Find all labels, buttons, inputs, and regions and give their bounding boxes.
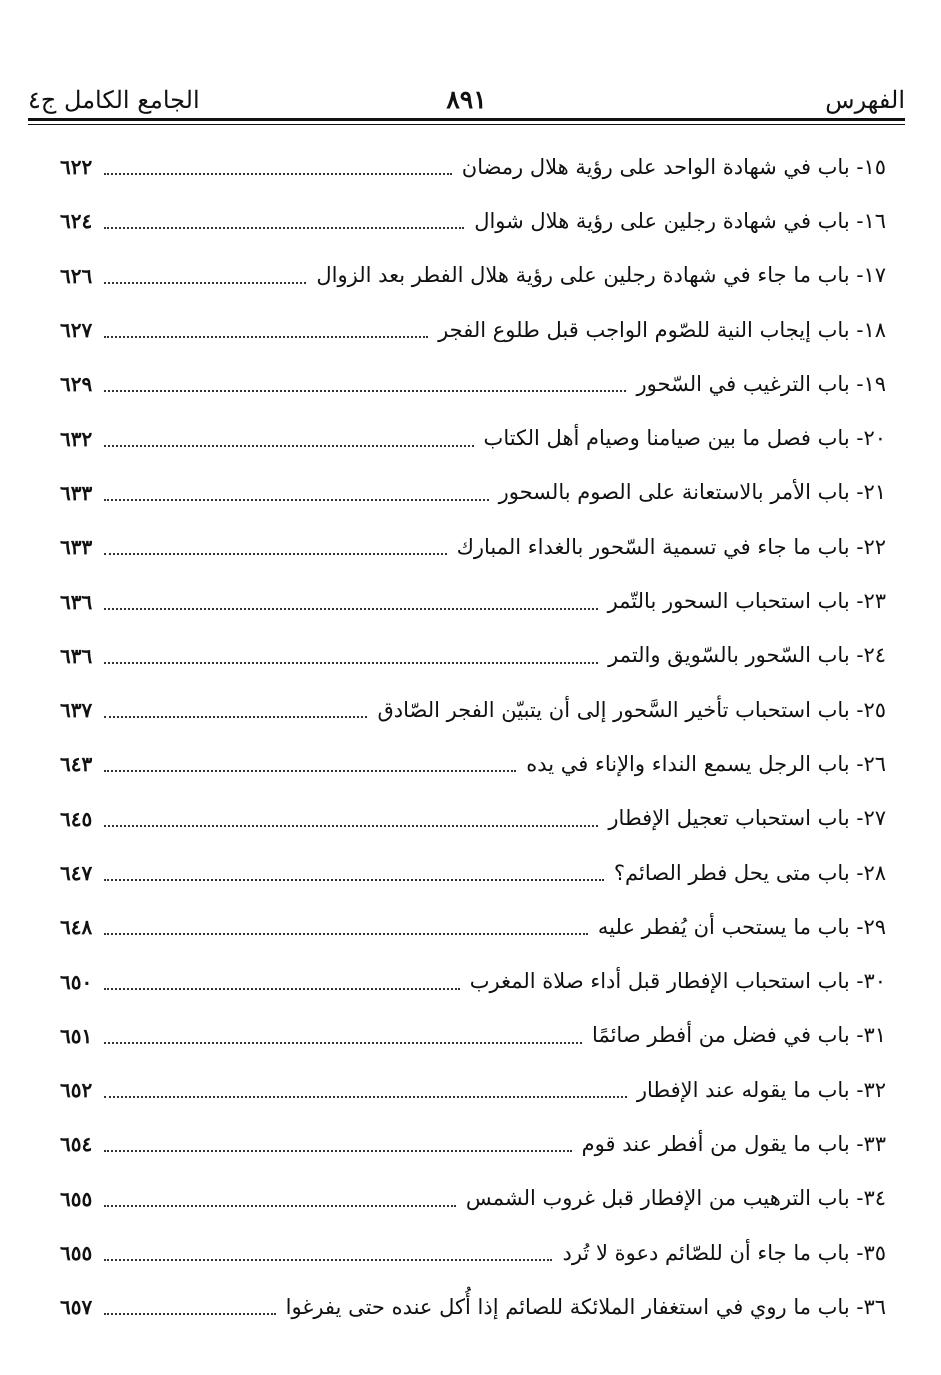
toc-entry-title: ٢٤- باب السّحور بالسّويق والتمر <box>608 643 886 668</box>
toc-entry-page-number: ٦٢٤ <box>60 209 93 234</box>
toc-entry-title: ٣٤- باب الترهيب من الإفطار قبل غروب الشمس <box>465 1186 886 1211</box>
toc-entry-page-number: ٦٥٤ <box>60 1132 93 1157</box>
dot-leader <box>104 608 598 610</box>
dot-leader <box>104 933 588 935</box>
toc-entry-title: ٣١- باب في فضل من أفطر صائمًا <box>592 1023 886 1048</box>
toc-entry <box>60 303 886 357</box>
dot-leader <box>104 227 464 229</box>
toc-entry <box>60 900 886 954</box>
toc-entry-page-number: ٦٤٨ <box>60 915 93 940</box>
dot-leader <box>104 716 367 718</box>
toc-entry-title: ٢٨- باب متى يحل فطر الصائم؟ <box>613 860 886 885</box>
header-rule-thick <box>28 118 905 121</box>
toc-entry <box>60 683 886 737</box>
toc-entry <box>60 629 886 683</box>
toc-entry-page-number: ٦٢٧ <box>60 318 93 343</box>
dot-leader <box>104 499 489 501</box>
toc-entry <box>60 1009 886 1063</box>
toc-entry-page-number: ٦٥٢ <box>60 1078 93 1103</box>
page-number: ٨٩١ <box>446 85 487 114</box>
toc-entry <box>60 1172 886 1226</box>
toc-entry-page-number: ٦٢٦ <box>60 263 93 288</box>
toc-entry <box>60 792 886 846</box>
section-title: الفهرس <box>825 86 905 114</box>
dot-leader <box>104 825 598 827</box>
dot-leader <box>104 553 447 555</box>
toc-entry-page-number: ٦٥٥ <box>60 1186 93 1211</box>
toc-entry-title: ٣٦- باب ما روي في استغفار الملائكة للصائم إذا أُكل عنده حتى يفرغوا <box>285 1294 886 1319</box>
dot-leader <box>104 1042 582 1044</box>
dot-leader <box>104 662 598 664</box>
toc-entry-page-number: ٦٤٣ <box>60 752 93 777</box>
toc-entry-title: ١٦- باب في شهادة رجلين على رؤية هلال شوال <box>474 208 886 233</box>
toc-entry-page-number: ٦٣٦ <box>60 643 93 668</box>
toc-entry-title: ٢١- باب الأمر بالاستعانة على الصوم بالسحور <box>498 480 886 505</box>
dot-leader <box>104 988 460 990</box>
table-of-contents <box>60 140 886 1335</box>
toc-entry <box>60 357 886 411</box>
toc-entry <box>60 1117 886 1171</box>
toc-entry <box>60 194 886 248</box>
toc-entry-title: ٣٠- باب استحباب الإفطار قبل أداء صلاة المغرب <box>469 969 886 994</box>
toc-entry-title: ٢٣- باب استحباب السحور بالتّمر <box>607 589 886 614</box>
dot-leader <box>104 770 516 772</box>
toc-entry <box>60 574 886 628</box>
dot-leader <box>104 1205 456 1207</box>
toc-entry <box>60 249 886 303</box>
toc-entry <box>60 1280 886 1334</box>
toc-entry-title: ١٩- باب الترغيب في السّحور <box>636 371 886 396</box>
toc-entry <box>60 520 886 574</box>
toc-entry-page-number: ٦٤٧ <box>60 861 93 885</box>
toc-entry-title: ٣٥- باب ما جاء أن للصّائم دعوة لا تُرد <box>562 1240 886 1265</box>
toc-entry-page-number: ٦٥١ <box>60 1023 93 1048</box>
toc-entry-title: ١٥- باب في شهادة الواحد على رؤية هلال رمضان <box>461 154 886 179</box>
toc-entry-title: ٢٦- باب الرجل يسمع النداء والإناء في يده <box>526 751 886 776</box>
toc-entry-title: ٢٩- باب ما يستحب أن يُفطر عليه <box>597 914 886 939</box>
toc-entry-page-number: ٦٥٧ <box>60 1295 93 1320</box>
toc-entry-title: ٢٥- باب استحباب تأخير السَّحور إلى أن يتبيّن الفجر الصّادق <box>377 697 886 722</box>
dot-leader <box>104 1096 627 1098</box>
toc-entry-page-number: ٦٣٣ <box>60 480 93 505</box>
toc-entry <box>60 954 886 1008</box>
toc-entry-title: ٢٠- باب فصل ما بين صيامنا وصيام أهل الكتاب <box>483 426 886 451</box>
toc-entry-page-number: ٦٢٩ <box>60 372 93 397</box>
toc-entry-page-number: ٦٣٦ <box>60 589 93 614</box>
dot-leader <box>104 445 474 447</box>
toc-entry <box>60 737 886 791</box>
toc-entry-page-number: ٦٥٠ <box>60 969 93 994</box>
dot-leader <box>104 390 626 392</box>
toc-entry-title: ٣٣- باب ما يقول من أفطر عند قوم <box>581 1131 886 1156</box>
toc-entry-title: ٢٢- باب ما جاء في تسمية السّحور بالغداء المبارك <box>456 534 886 559</box>
book-title: الجامع الكامل ج٤ <box>28 86 200 114</box>
toc-entry <box>60 1226 886 1280</box>
dot-leader <box>104 282 306 284</box>
toc-entry-title: ١٨- باب إيجاب النية للصّوم الواجب قبل طلوع الفجر <box>438 317 886 342</box>
toc-entry-page-number: ٦٥٥ <box>60 1241 93 1266</box>
dot-leader <box>104 879 604 881</box>
toc-entry-page-number: ٦٤٥ <box>60 806 93 831</box>
toc-entry-page-number: ٦٣٣ <box>60 535 93 560</box>
toc-entry <box>60 466 886 520</box>
dot-leader <box>104 1313 276 1315</box>
dot-leader <box>104 173 452 175</box>
toc-entry <box>60 140 886 194</box>
dot-leader <box>104 1259 552 1261</box>
toc-entry <box>60 846 886 900</box>
toc-entry <box>60 1063 886 1117</box>
page-header <box>28 72 905 112</box>
toc-entry-page-number: ٦٢٢ <box>60 155 93 180</box>
dot-leader <box>104 336 428 338</box>
toc-entry-title: ٢٧- باب استحباب تعجيل الإفطار <box>608 806 886 831</box>
toc-entry-title: ٣٢- باب ما يقوله عند الإفطار <box>636 1077 886 1102</box>
toc-entry-title: ١٧- باب ما جاء في شهادة رجلين على رؤية هلال الفطر بعد الزوال <box>316 263 886 288</box>
toc-entry-page-number: ٦٣٧ <box>60 698 93 723</box>
toc-entry-page-number: ٦٣٢ <box>60 426 93 451</box>
dot-leader <box>104 1150 572 1152</box>
toc-entry <box>60 411 886 465</box>
header-rule-thin <box>28 124 905 125</box>
